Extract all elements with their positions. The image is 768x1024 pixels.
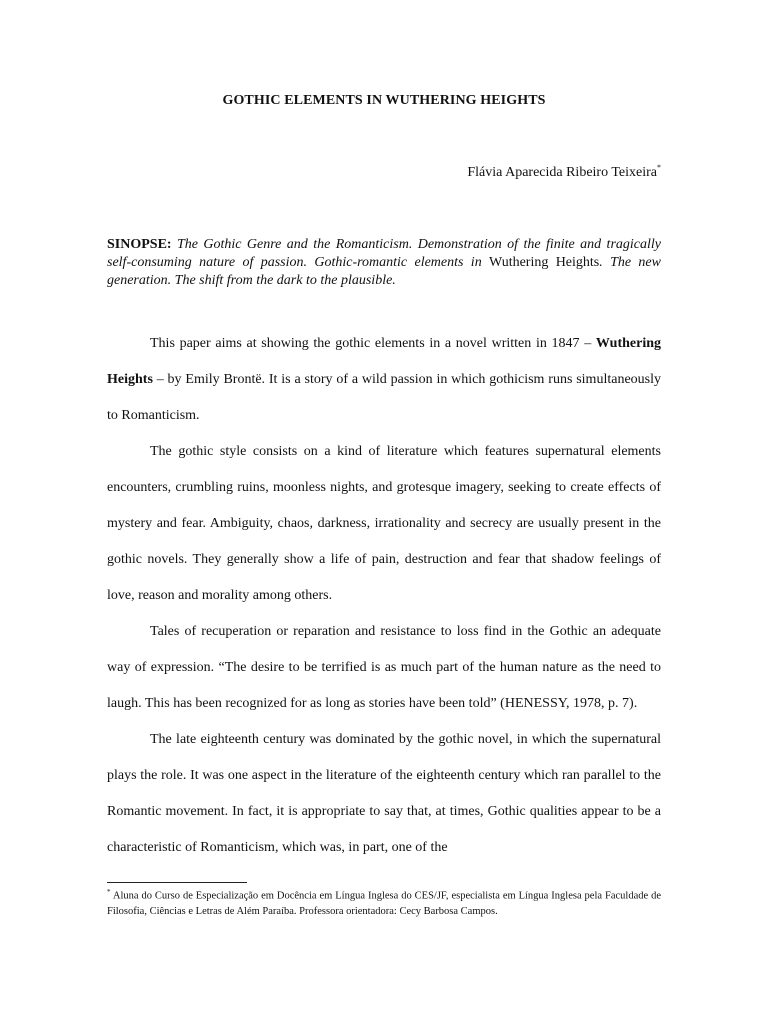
paragraph-1-work-title: Wuthering Heights <box>107 336 661 387</box>
paragraph-4: The late eighteenth century was dominated by the gothic novel, in which the supernatural plays the role. It was one aspect in the literature of the eighteenth century which ran parallel to the Romantic movement. In fact, it is appropriate to say that, at times, Gothic qualities appear to be a characteristic of Romanticism, which was, in part, one of the <box>107 732 661 855</box>
footnote <box>107 885 661 919</box>
synopsis-label: SINOPSE: <box>107 237 172 252</box>
paragraph-1-after: – by Emily Brontë. It is a story of a wild passion in which gothicism runs simultaneously to Romanticism. <box>107 372 661 423</box>
author-name-text: Flávia Aparecida Ribeiro Teixeira <box>467 165 657 180</box>
synopsis-work-title: Wuthering Heights <box>489 255 600 270</box>
author-name <box>467 165 661 181</box>
paragraph-2: The gothic style consists on a kind of literature which features supernatural elements encounters, crumbling ruins, moonless nights, and grotesque imagery, seeking to create effects of mystery and fear. Ambiguity, chaos, darkness, irrationality and secrecy are usually present in the gothic novels. They generally show a life of pain, destruction and fear that shadow feelings of love, reason and morality among others. <box>107 444 661 603</box>
footnote-mark: * <box>107 888 111 896</box>
footnote-text: Aluna do Curso de Especialização em Docência em Língua Inglesa do CES/JF, especialista em Língua Inglesa pela Faculdade de Filosofia, Ciências e Letras de Além Paraíba. Professora orientadora: Cecy Barbosa Campos. <box>107 890 661 917</box>
paragraph-3: Tales of recuperation or reparation and resistance to loss find in the Gothic an adequate way of expression. “The desire to be terrified is as much part of the human nature as the need to laugh. This has been recognized for as long as stories have been told” (HENESSY, 1978, p. 7). <box>107 624 661 711</box>
footnote-divider <box>107 882 247 883</box>
paragraph-1-before: This paper aims at showing the gothic elements in a novel written in 1847 – <box>150 336 596 351</box>
author-footnote-mark: * <box>657 163 661 172</box>
paragraph-1 <box>107 326 661 434</box>
synopsis-text-1: The Gothic Genre and the Romanticism. Demonstration of the finite and tragically self-consuming nature of passion. Gothic-romantic elements in <box>107 237 661 270</box>
synopsis <box>107 236 661 290</box>
body-text <box>107 326 661 866</box>
synopsis-text-2: . The new generation. The shift from the dark to the plausible. <box>107 255 661 288</box>
document-title: GOTHIC ELEMENTS IN WUTHERING HEIGHTS <box>222 93 546 108</box>
